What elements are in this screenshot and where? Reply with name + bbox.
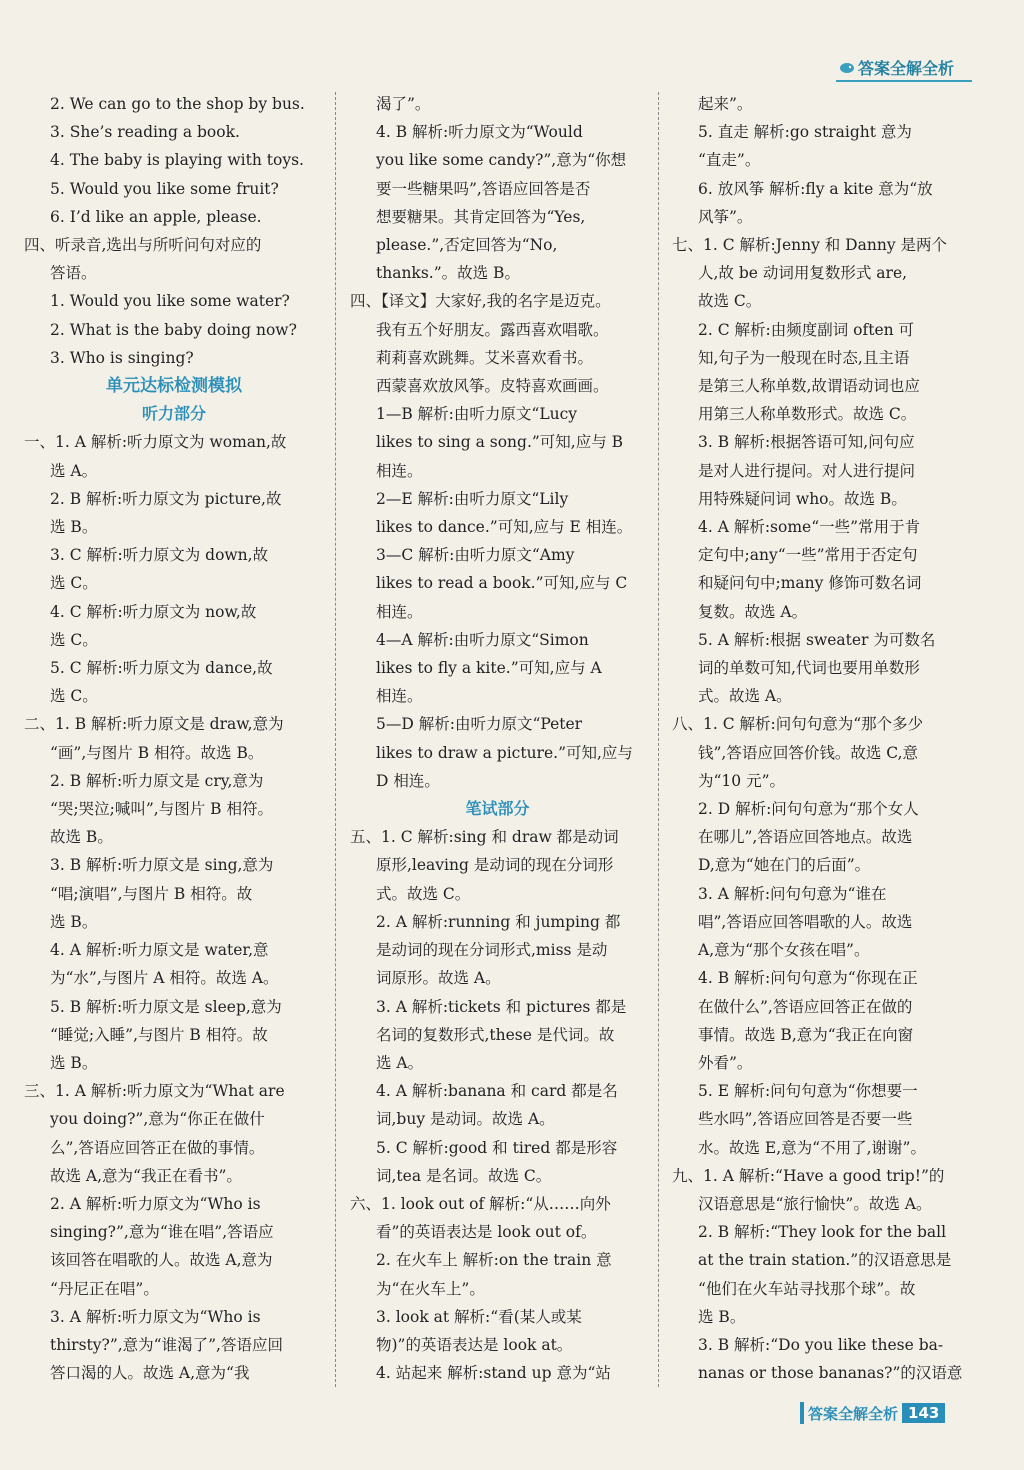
answer-line: 知,句子为一般现在时态,且主语 [698, 348, 910, 367]
answer-line: 3. C 解析:听力原文为 down,故 [50, 546, 269, 565]
answer-line: 6. I’d like an apple, please. [50, 207, 262, 226]
footer-accent-bar [800, 1402, 804, 1424]
answer-line: 二、1. B 解析:听力原文是 draw,意为 [24, 715, 284, 734]
answer-line: 词的单数可知,代词也要用单数形 [698, 659, 920, 678]
answer-line: 汉语意思是“旅行愉快”。故选 A。 [698, 1194, 932, 1213]
answer-line: 在做什么”,答语应回答正在做的 [698, 997, 913, 1016]
answer-line: 5. C 解析:good 和 tired 都是形容 [376, 1138, 618, 1157]
answer-line: thanks.”。故选 B。 [376, 264, 520, 283]
answer-line: 5. Would you like some fruit? [50, 179, 279, 198]
answer-line: “睡觉;入睡”,与图片 B 相符。故 [50, 1025, 268, 1044]
answer-column-3 [672, 90, 972, 1387]
answer-line: “唱;演唱”,与图片 B 相符。故 [50, 884, 253, 903]
answer-line: 3. She’s reading a book. [50, 123, 240, 142]
answer-line: 选 A。 [376, 1053, 424, 1072]
answer-line: 词原形。故选 A。 [376, 969, 501, 988]
answer-column-2 [350, 90, 645, 1387]
answer-line: D 相连。 [376, 771, 440, 790]
answer-line: 是第三人称单数,故谓语动词也应 [698, 377, 920, 396]
answer-line: 词,buy 是动词。故选 A。 [376, 1110, 555, 1129]
header-brand-text: 答案全解全析 [858, 59, 955, 78]
page-footer [800, 1402, 945, 1424]
answer-line: you like some candy?”,意为“你想 [376, 151, 627, 170]
answer-line: 该回答在唱歌的人。故选 A,意为 [50, 1251, 273, 1270]
answer-line: 故选 C。 [698, 292, 762, 311]
answer-line: 要一些糖果吗”,答语应回答是否 [376, 179, 591, 198]
answer-line: 一、1. A 解析:听力原文为 woman,故 [24, 433, 287, 452]
answer-line: 4. C 解析:听力原文为 now,故 [50, 602, 257, 621]
answer-line: 3. A 解析:tickets 和 pictures 都是 [376, 997, 627, 1016]
answer-line: 4. The baby is playing with toys. [50, 151, 304, 170]
answer-line: 4. A 解析:some“一些”常用于肯 [698, 518, 921, 537]
answer-line: 五、1. C 解析:sing 和 draw 都是动词 [350, 828, 619, 847]
answer-line: 唱”,答语应回答唱歌的人。故选 [698, 912, 913, 931]
answer-line: 么”,答语应回答正在做的事情。 [50, 1138, 265, 1157]
answer-line: 3. look at 解析:“看(某人或某 [376, 1307, 582, 1326]
section-heading: 听力部分 [141, 404, 206, 424]
answer-line: 为“在火车上”。 [376, 1279, 485, 1298]
answer-line: 3. A 解析:听力原文为“Who is [50, 1307, 261, 1326]
answer-line: 四、【译文】大家好,我的名字是迈克。 [350, 292, 611, 311]
answer-line: 2. D 解析:问句句意为“那个女人 [698, 800, 919, 819]
answer-line: 选 C。 [50, 630, 98, 649]
answer-line: 3. A 解析:问句句意为“谁在 [698, 884, 887, 903]
answer-line: likes to fly a kite.”可知,应与 A [376, 659, 602, 678]
answer-line: 和疑问句中;many 修饰可数名词 [698, 574, 922, 593]
answer-line: 水。故选 E,意为“不用了,谢谢”。 [698, 1138, 926, 1157]
answer-line: 3—C 解析:由听力原文“Amy [376, 546, 575, 565]
answer-line: likes to read a book.”可知,应与 C [376, 574, 628, 593]
answer-line: 4. B 解析:问句句意为“你现在正 [698, 969, 918, 988]
answer-line: 事情。故选 B,意为“我正在向窗 [698, 1025, 914, 1044]
answer-line: 用特殊疑问词 who。故选 B。 [698, 489, 907, 508]
answer-line: D,意为“她在门的后面”。 [698, 856, 871, 875]
page-number: 143 [902, 1403, 945, 1423]
answer-line: 物)”的英语表达是 look at。 [376, 1335, 573, 1354]
answer-line: 4. A 解析:banana 和 card 都是名 [376, 1082, 618, 1101]
answer-line: likes to sing a song.”可知,应与 B [376, 433, 624, 452]
header-brand [838, 56, 954, 79]
answer-line: 相连。 [376, 687, 423, 706]
answer-line: 2. What is the baby doing now? [50, 320, 297, 339]
answer-line: 2. B 解析:听力原文为 picture,故 [50, 489, 282, 508]
answer-line: 选 C。 [50, 574, 98, 593]
answer-line: nanas or those bananas?”的汉语意 [698, 1364, 963, 1383]
answer-line: 5. C 解析:听力原文为 dance,故 [50, 659, 273, 678]
answer-line: 2. A 解析:听力原文为“Who is [50, 1194, 261, 1213]
answer-line: 2. B 解析:“They look for the ball [698, 1223, 947, 1242]
answer-line: 是对人进行提问。对人进行提问 [698, 461, 916, 480]
answer-line: “丹尼正在唱”。 [50, 1279, 159, 1298]
answer-line: 三、1. A 解析:听力原文为“What are [24, 1082, 285, 1101]
answer-line: 答口渴的人。故选 A,意为“我 [50, 1364, 250, 1383]
answer-line: 故选 A,意为“我正在看书”。 [50, 1166, 242, 1185]
answer-line: 4. A 解析:听力原文是 water,意 [50, 941, 269, 960]
answer-line: 名词的复数形式,these 是代词。故 [376, 1025, 615, 1044]
fish-logo-icon [838, 61, 856, 75]
answer-line: 2. We can go to the shop by bus. [50, 95, 305, 113]
answer-line: 八、1. C 解析:问句句意为“那个多少 [672, 715, 924, 734]
answer-line: 选 C。 [50, 687, 98, 706]
answer-line: “哭;哭泣;喊叫”,与图片 B 相符。 [50, 800, 273, 819]
answer-line: you doing?”,意为“你正在做什 [50, 1110, 265, 1129]
answer-line: 5. 直走 解析:go straight 意为 [698, 123, 912, 142]
column-divider [658, 92, 659, 1387]
answer-line: 选 B。 [698, 1307, 746, 1326]
answer-line: 莉莉喜欢跳舞。艾米喜欢看书。 [376, 348, 594, 367]
answer-line: 式。故选 C。 [376, 884, 471, 903]
answer-line: at the train station.”的汉语意思是 [698, 1251, 952, 1270]
answer-column-1 [24, 90, 324, 1387]
answer-line: 2. C 解析:由频度副词 often 可 [698, 320, 915, 339]
answer-line: likes to draw a picture.”可知,应与 [376, 743, 633, 762]
answer-line: 复数。故选 A。 [698, 602, 808, 621]
answer-line: 为“10 元”。 [698, 771, 785, 790]
answer-line: 钱”,答语应回答价钱。故选 C,意 [698, 743, 919, 762]
answer-line: 4—A 解析:由听力原文“Simon [376, 630, 589, 649]
answer-line: 2. 在火车上 解析:on the train 意 [376, 1251, 612, 1270]
answer-line: 5. A 解析:根据 sweater 为可数名 [698, 630, 936, 649]
answer-line: 故选 B。 [50, 828, 113, 847]
answer-line: please.”,否定回答为“No, [376, 236, 558, 255]
answer-line: 1—B 解析:由听力原文“Lucy [376, 405, 578, 424]
answer-line: 原形,leaving 是动词的现在分词形 [376, 856, 614, 875]
answer-line: 选 A。 [50, 461, 98, 480]
answer-line: 用第三人称单数形式。故选 C。 [698, 405, 917, 424]
answer-line: 风筝”。 [698, 207, 753, 226]
answer-line: “直走”。 [698, 151, 761, 170]
answer-line: 1. Would you like some water? [50, 292, 290, 311]
answer-line: 2. B 解析:听力原文是 cry,意为 [50, 771, 264, 790]
answer-line: 2—E 解析:由听力原文“Lily [376, 489, 569, 508]
answer-line: “他们在火车站寻找那个球”。故 [698, 1279, 916, 1298]
answer-line: 外看”。 [698, 1053, 753, 1072]
answer-line: 3. Who is singing? [50, 348, 194, 367]
answer-line: 选 B。 [50, 518, 98, 537]
answer-line: 定句中;any“一些”常用于否定句 [698, 546, 918, 565]
answer-line: 词,tea 是名词。故选 C。 [376, 1166, 552, 1185]
answer-line: 3. B 解析:听力原文是 sing,意为 [50, 856, 274, 875]
answer-line: 想要糖果。其肯定回答为“Yes, [376, 207, 586, 226]
answer-line: 我有五个好朋友。露西喜欢唱歌。 [376, 320, 609, 339]
answer-line: 为“水”,与图片 A 相符。故选 A。 [50, 969, 279, 988]
answer-line: 是动词的现在分词形式,miss 是动 [376, 941, 608, 960]
answer-line: 4. B 解析:听力原文为“Would [376, 123, 583, 142]
answer-line: 3. B 解析:根据答语可知,问句应 [698, 433, 915, 452]
answer-line: 起来”。 [698, 95, 753, 113]
answer-line: 九、1. A 解析:“Have a good trip!”的 [672, 1166, 945, 1185]
answer-line: 些水吗”,答语应回答是否要一些 [698, 1110, 913, 1129]
answer-line: 四、听录音,选出与所听问句对应的 [24, 236, 262, 255]
column-divider [335, 92, 336, 1387]
answer-line: thirsty?”,意为“谁渴了”,答语应回 [50, 1335, 283, 1354]
answer-line: 选 B。 [50, 912, 98, 931]
section-heading: 笔试部分 [465, 799, 530, 819]
answer-line: 5. B 解析:听力原文是 sleep,意为 [50, 997, 282, 1016]
answer-line: 2. A 解析:running 和 jumping 都 [376, 912, 621, 931]
footer-brand: 答案全解全析 [808, 1404, 899, 1423]
answer-line: singing?”,意为“谁在唱”,答语应 [50, 1223, 274, 1242]
answer-line: 答语。 [50, 264, 97, 283]
answer-line: 人,故 be 动词用复数形式 are, [698, 264, 908, 283]
answer-line: 六、1. look out of 解析:“从……向外 [350, 1194, 611, 1213]
answer-line: 选 B。 [50, 1053, 98, 1072]
answer-line: 4. 站起来 解析:stand up 意为“站 [376, 1364, 611, 1383]
section-heading: 单元达标检测模拟 [106, 376, 242, 397]
answer-line: 渴了”。 [376, 95, 431, 113]
answer-line: 看”的英语表达是 look out of。 [376, 1223, 597, 1242]
answer-line: 相连。 [376, 602, 423, 621]
header-rule [836, 80, 972, 82]
answer-line: likes to dance.”可知,应与 E 相连。 [376, 518, 633, 537]
answer-line: 5. E 解析:问句句意为“你想要一 [698, 1082, 918, 1101]
answer-line: 在哪儿”,答语应回答地点。故选 [698, 828, 913, 847]
answer-line: 七、1. C 解析:Jenny 和 Danny 是两个 [672, 236, 948, 255]
answer-line: 相连。 [376, 461, 423, 480]
answer-line: 式。故选 A。 [698, 687, 792, 706]
answer-line: “画”,与图片 B 相符。故选 B。 [50, 743, 264, 762]
answer-line: 3. B 解析:“Do you like these ba- [698, 1335, 944, 1354]
answer-line: 5—D 解析:由听力原文“Peter [376, 715, 583, 734]
answer-line: A,意为“那个女孩在唱”。 [698, 941, 870, 960]
answer-line: 6. 放风筝 解析:fly a kite 意为“放 [698, 179, 933, 198]
answer-line: 西蒙喜欢放风筝。皮特喜欢画画。 [376, 377, 609, 396]
